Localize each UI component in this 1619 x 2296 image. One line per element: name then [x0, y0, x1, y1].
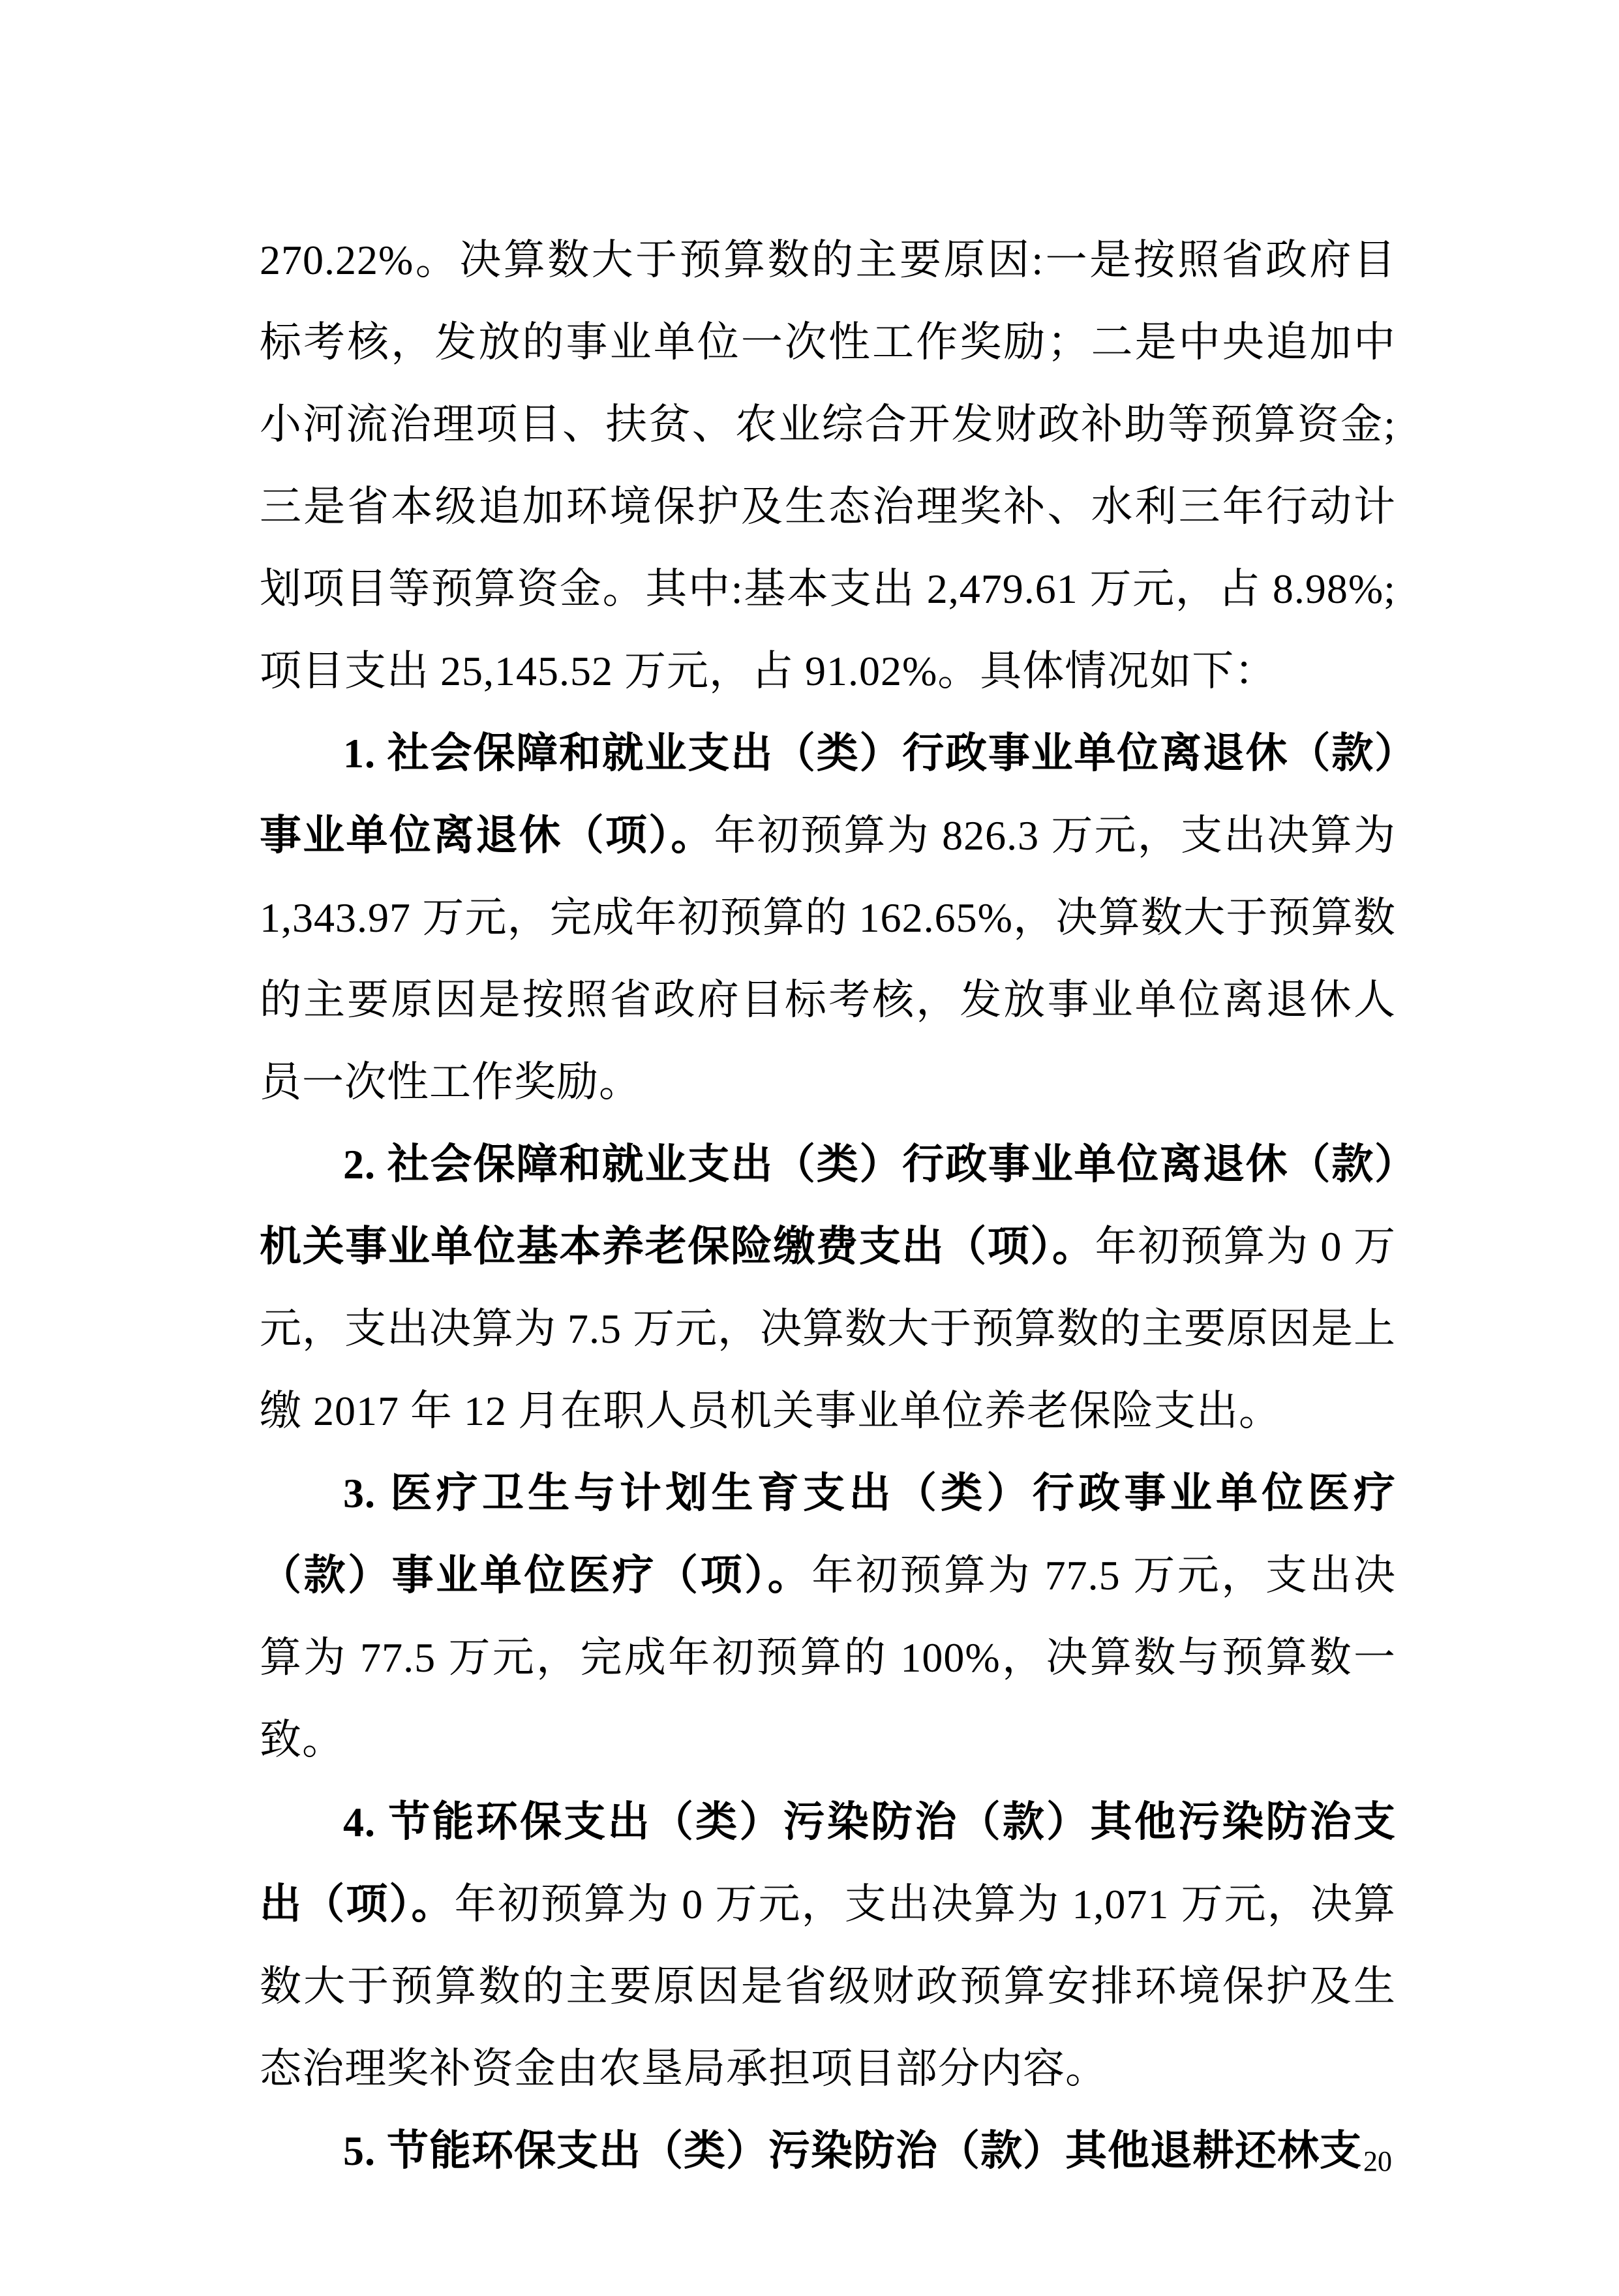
paragraph-section-3 [260, 1452, 1396, 1781]
page-number: 20 [1363, 2145, 1392, 2177]
paragraph-section-4 [260, 1781, 1396, 2110]
section-1-heading: 1. 社会保障和就业支出（类）行政事业单位离退休（款）事业单位离退休（项）。 [260, 730, 1396, 859]
section-1-body: 年初预算为 826.3 万元，支出决算为 1,343.97 万元，完成年初预算的 162.65%，决算数大于预算数的主要原因是按照省政府目标考核，发放事业单位离退休人员一次性工作奖励。 [260, 812, 1396, 1105]
section-4-body: 年初预算为 0 万元，支出决算为 1,071 万元，决算数大于预算数的主要原因是省级财政预算安排环境保护及生态治理奖补资金由农垦局承担项目部分内容。 [260, 1881, 1396, 2092]
section-2-body: 年初预算为 0 万元，支出决算为 7.5 万元，决算数大于预算数的主要原因是上缴 2017 年 12 月在职人员机关事业单位养老保险支出。 [260, 1223, 1397, 1434]
section-3-heading: 3. 医疗卫生与计划生育支出（类）行政事业单位医疗（款）事业单位医疗（项）。 [260, 1470, 1396, 1599]
paragraph-continuation [260, 219, 1396, 712]
paragraph-section-1 [260, 712, 1396, 1124]
section-5-heading: 5. 节能环保支出（类）污染防治（款）其他退耕还林支 [343, 2128, 1362, 2174]
paragraph-section-2 [260, 1124, 1396, 1452]
section-4-heading: 4. 节能环保支出（类）污染防治（款）其他污染防治支出（项）。 [260, 1799, 1396, 1927]
document-body [260, 219, 1396, 2192]
section-2-heading: 2. 社会保障和就业支出（类）行政事业单位离退休（款）机关事业单位基本养老保险缴费支出（项）。 [260, 1141, 1396, 1270]
paragraph-text: 270.22%。决算数大于预算数的主要原因:一是按照省政府目标考核，发放的事业单位一次性工作奖励；二是中央追加中小河流治理项目、扶贫、农业综合开发财政补助等预算资金;三是省本级追加环境保护及生态治理奖补、水利三年行动计划项目等预算资金。其中:基本支出 2,479.61 万元，占 8.98%;项目支出 25,145.52 万元，占 91.02%。具体情况如下： [260, 237, 1396, 694]
paragraph-section-5 [260, 2110, 1396, 2192]
section-3-body: 年初预算为 77.5 万元，支出决算为 77.5 万元，完成年初预算的 100%，决算数与预算数一致。 [260, 1552, 1397, 1763]
